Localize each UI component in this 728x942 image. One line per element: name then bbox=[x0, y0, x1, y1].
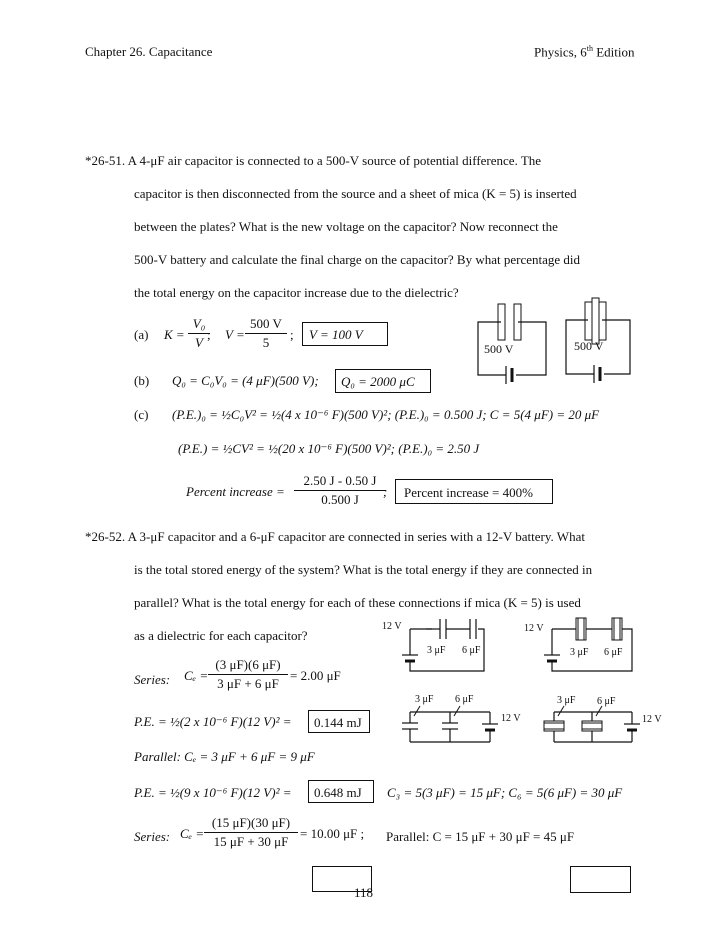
series-fraction: $\frac{(3 \mu F)(6 \mu F)}{3 \mu F + 6 \mu F}$ bbox=[208, 657, 288, 692]
battery-label: 12 V bbox=[501, 713, 521, 724]
answer-pe-series: 0.144 mJ bbox=[314, 715, 362, 730]
cap-6-label: 6 μF bbox=[604, 647, 623, 658]
series2-fraction: $\frac{(15 \mu F)(30 \mu F)}{15 \mu F + 30 \mu F}$ bbox=[204, 815, 298, 850]
parallel-text: Parallel: Cₑ = 3 μF + 6 μF = 9 μF bbox=[134, 749, 315, 764]
a-sep-1: ; bbox=[207, 327, 211, 342]
problem-52-line-1: *26-52. A 3-μF capacitor and a 6-μF capacitor are connected in series with a 12-V battery. What bbox=[85, 529, 585, 544]
circuit-left-voltage: 500 V bbox=[484, 342, 514, 356]
problem-51-line-4: 500-V battery and calculate the final charge on the capacitor? By what percentage did bbox=[134, 252, 581, 267]
cap-3-label: 3 μF bbox=[427, 645, 446, 656]
v-fraction: $\frac{500 V}{5}$ bbox=[245, 316, 287, 351]
ce-equals: Cₑ = bbox=[184, 668, 209, 683]
problem-51-line-1: *26-51. A 4-μF air capacitor is connected to a 500-V source of potential difference. The bbox=[85, 153, 542, 168]
page-number: 118 bbox=[354, 885, 374, 900]
series-circuit-mica bbox=[522, 615, 642, 675]
answer-box-empty-right bbox=[570, 866, 631, 893]
a-sep-2: ; bbox=[290, 327, 294, 342]
answer-b: Q₀ = 2000 μC bbox=[341, 374, 415, 389]
cap-6-label: 6 μF bbox=[462, 645, 481, 656]
parallel-circuit-mica bbox=[540, 690, 680, 746]
answer-a: V = 100 V bbox=[309, 327, 363, 342]
mica-sheet bbox=[592, 298, 599, 344]
part-c-line-1: (P.E.)₀ = ½C₀V² = ½(4 x 10⁻⁶ F)(500 V)²; (P.E.)₀ = 0.500 J; C = 5(4 μF) = 20 μF bbox=[172, 407, 600, 422]
answer-box-b bbox=[335, 369, 431, 393]
part-c-line-2: (P.E.) = ½CV² = ½(20 x 10⁻⁶ F)(500 V)²; (P.E.)₀ = 2.50 J bbox=[178, 441, 480, 456]
percent-sep: ; bbox=[383, 484, 388, 499]
v-equals: V = bbox=[225, 327, 245, 342]
answer-box-pe-parallel bbox=[308, 780, 374, 803]
battery-label: 12 V bbox=[382, 621, 402, 632]
k-fraction: $\frac{\text{V₀}}{V}$ bbox=[188, 316, 210, 351]
circuit-diagram-air bbox=[468, 300, 558, 380]
percent-label: Percent increase = bbox=[186, 484, 285, 499]
parallel-circuit-air bbox=[400, 690, 530, 746]
k-equals: K = bbox=[164, 327, 185, 342]
series-label: Series: bbox=[134, 672, 171, 687]
percent-fraction: $\frac{2.50 J - 0.50 J}{0.500 J}$ bbox=[294, 473, 386, 508]
circuit-diagram-mica bbox=[558, 296, 648, 380]
battery-label: 12 V bbox=[642, 714, 662, 725]
problem-52-line-4: as a dielectric for each capacitor? bbox=[134, 628, 308, 643]
problem-51-line-3: between the plates? What is the new voltage on the capacitor? Now reconnect the bbox=[134, 219, 558, 234]
series2-label: Series: bbox=[134, 829, 171, 844]
circuit-right-voltage: 500 V bbox=[574, 339, 604, 353]
answer-box-pe-series bbox=[308, 710, 370, 733]
part-a-label: (a) bbox=[134, 327, 149, 342]
series-result: = 2.00 μF bbox=[290, 668, 341, 683]
dielectric-capacitances: C₃ = 5(3 μF) = 15 μF; C₆ = 5(6 μF) = 30 μF bbox=[387, 785, 623, 800]
cap-3-label: 3 μF bbox=[557, 695, 576, 706]
cap-6-label: 6 μF bbox=[597, 696, 616, 707]
capacitor-plate-left bbox=[585, 302, 592, 340]
answer-box-percent bbox=[395, 479, 553, 504]
series2-result: = 10.00 μF ; bbox=[300, 826, 365, 841]
part-b-label: (b) bbox=[134, 373, 150, 388]
pe-series-text: P.E. = ½(2 x 10⁻⁶ F)(12 V)² = bbox=[134, 714, 292, 729]
problem-52-line-2: is the total stored energy of the system? What is the total energy if they are connected in bbox=[134, 562, 593, 577]
part-c-label: (c) bbox=[134, 407, 149, 422]
parallel2-text: Parallel: C = 15 μF + 30 μF = 45 μF bbox=[386, 829, 575, 844]
edition-title: Physics, 6th Edition bbox=[534, 44, 635, 60]
ce2-equals: Cₑ = bbox=[180, 826, 205, 841]
cap-3-label: 3 μF bbox=[415, 694, 434, 705]
answer-box-a bbox=[302, 322, 388, 346]
answer-percent: Percent increase = 400% bbox=[404, 485, 533, 500]
problem-51-line-2: capacitor is then disconnected from the source and a sheet of mica (K = 5) is inserted bbox=[134, 186, 577, 201]
problem-51-line-5: the total energy on the capacitor increase due to the dielectric? bbox=[134, 285, 459, 300]
series-circuit-air bbox=[380, 615, 500, 675]
battery-label: 12 V bbox=[524, 623, 544, 634]
problem-52-line-3: parallel? What is the total energy for each of these connections if mica (K = 5) is used bbox=[134, 595, 581, 610]
part-b-text: Q₀ = C₀V₀ = (4 μF)(500 V); bbox=[172, 373, 319, 388]
answer-pe-parallel: 0.648 mJ bbox=[314, 785, 362, 800]
cap-6-label: 6 μF bbox=[455, 694, 474, 705]
chapter-title: Chapter 26. Capacitance bbox=[85, 44, 213, 59]
pe-parallel-text: P.E. = ½(9 x 10⁻⁶ F)(12 V)² = bbox=[134, 785, 292, 800]
cap-3-label: 3 μF bbox=[570, 647, 589, 658]
capacitor-plate-right bbox=[599, 302, 606, 340]
